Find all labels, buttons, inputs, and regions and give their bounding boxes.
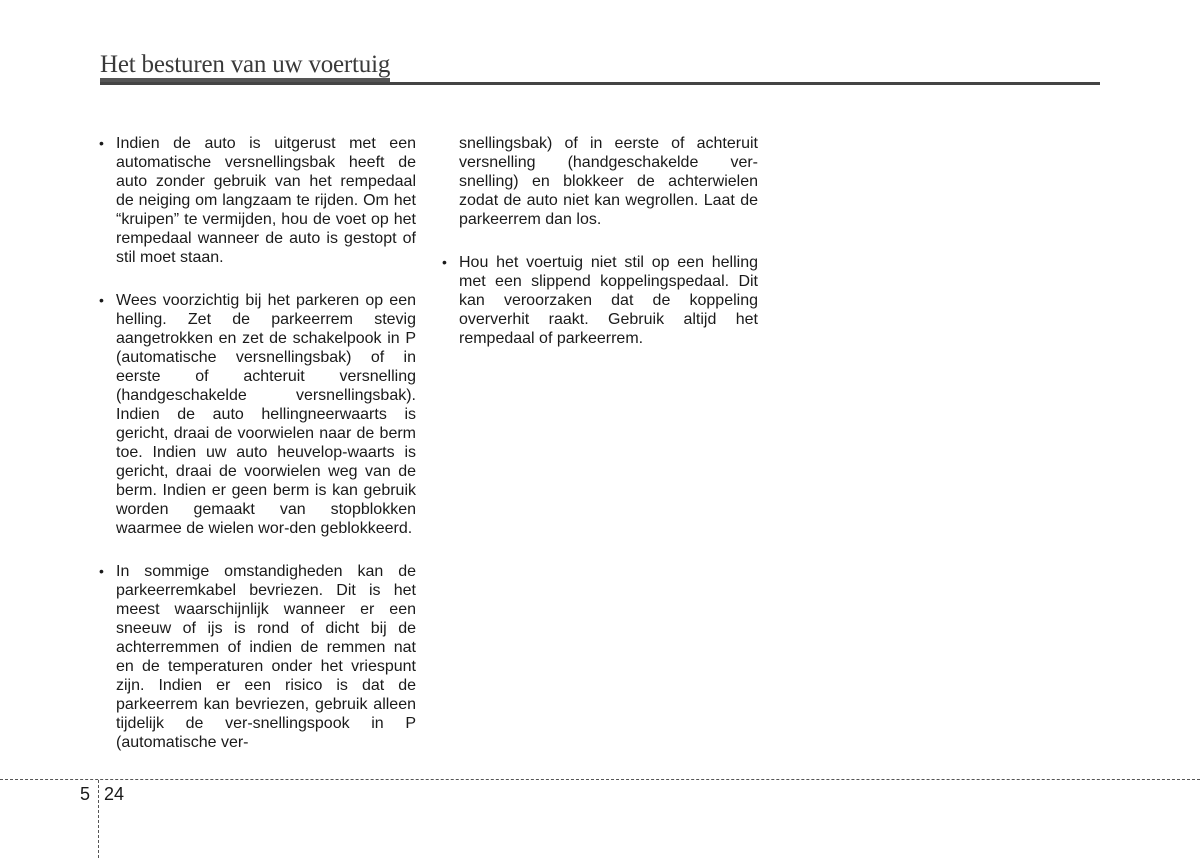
- bullet-text: Hou het voertuig niet stil op een helling met een slippend koppelingspedaal. Dit kan veroorzaken dat de koppeling oververhit raakt. Gebruik altijd het rempedaal of parkeerrem.: [459, 254, 758, 347]
- footer-dashed-rule: [0, 779, 1200, 780]
- bullet-item: [442, 253, 758, 348]
- bullet-text: Wees voorzichtig bij het parkeren op een helling. Zet de parkeerrem stevig aangetrokken en zet de schakelpook in P (automatische versnellingsbak) of in eerste of achteruit versnelling (handgeschakelde versnellingsbak). Indien de auto hellingneerwaarts is gericht, draai de voorwielen naar de berm toe. Indien uw auto heuvelop-waarts is gericht, draai de voorwielen weg van de berm. Indien er geen berm is kan gebruik worden gemaakt van stopblokken waarmee de wielen wor-den geblokkeerd.: [116, 292, 416, 537]
- bullet-item: [99, 291, 416, 538]
- bullet-icon: •: [442, 254, 447, 270]
- bullet-icon: •: [99, 135, 104, 151]
- bullet-text: Indien de auto is uitgerust met een automatische versnellingsbak heeft de auto zonder gebruik van het rempedaal de neiging om langzaam te rijden. Om het “kruipen” te vermijden, hou de voet op het rempedaal wanneer de auto is gestopt of stil moet staan.: [116, 135, 416, 266]
- page-number: 24: [104, 784, 125, 804]
- bullet-text: In sommige omstandigheden kan de parkeerremkabel bevriezen. Dit is het meest waarschijnlijk wanneer er een sneeuw of ijs is rond of dicht bij de achterremmen of indien de remmen nat en de temperaturen onder het vriespunt zijn. Indien er een risico is dat de parkeerrem kan bevriezen, gebruik alleen tijdelijk de ver-snellingspook in P (automatische ver-: [116, 563, 416, 751]
- bullet-item: [99, 562, 416, 752]
- bullet-icon: •: [99, 292, 104, 308]
- bullet-item: [99, 134, 416, 267]
- header-rule: [100, 82, 1100, 85]
- continued-paragraph: snellingsbak) of in eerste of achteruit versnelling (handgeschakelde ver-snelling) en blokkeer de achterwielen zodat de auto niet kan wegrollen. Laat de parkeerrem dan los.: [459, 135, 758, 228]
- footer-dashed-divider: [98, 780, 99, 858]
- bullet-icon: •: [99, 563, 104, 579]
- right-column: [442, 134, 758, 348]
- chapter-number: 5: [80, 784, 91, 804]
- left-column: [99, 134, 416, 752]
- page-header-title: Het besturen van uw voertuig: [100, 51, 391, 78]
